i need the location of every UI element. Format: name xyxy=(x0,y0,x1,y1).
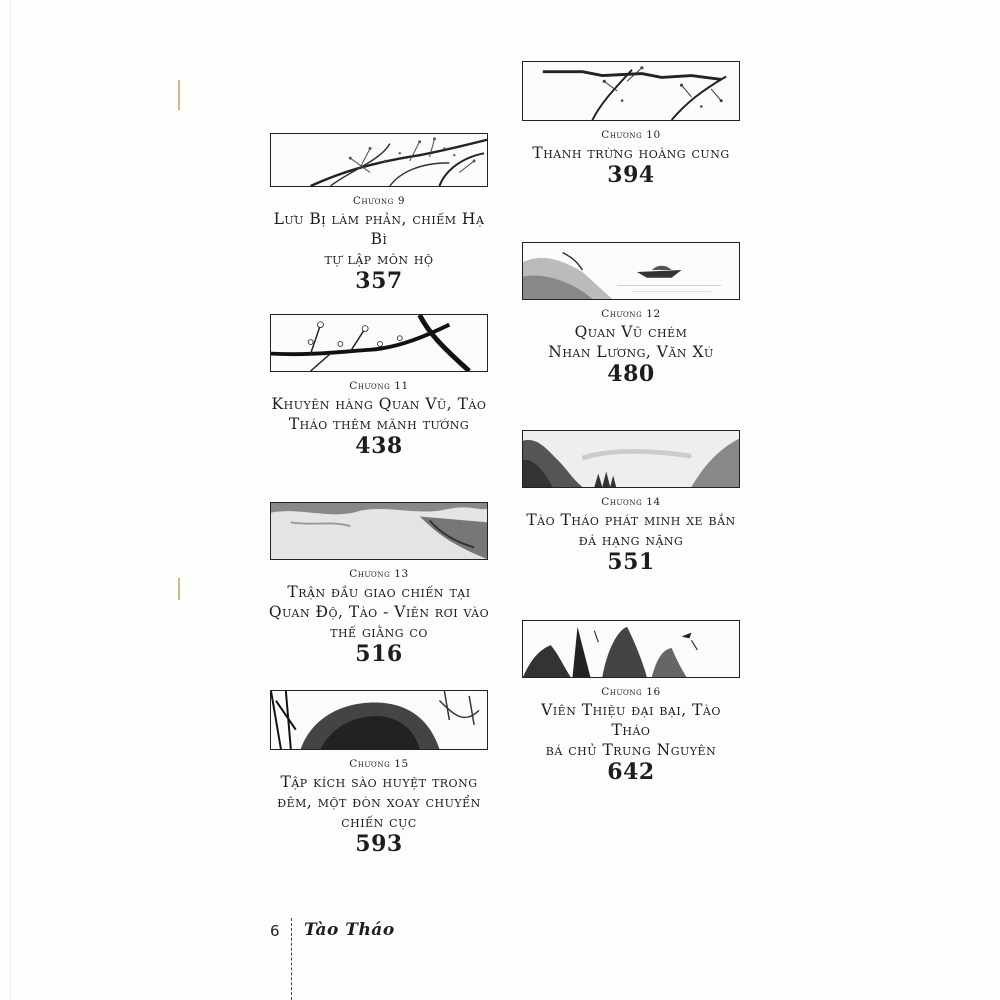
chapter-page-number: 551 xyxy=(607,549,655,575)
chapter-page-number: 642 xyxy=(607,759,655,785)
chapter-label: Chương 10 xyxy=(601,129,661,141)
chapter-label: Chương 15 xyxy=(349,758,409,770)
chapter-13-illustration xyxy=(270,502,488,560)
chapter-page-number: 516 xyxy=(355,641,403,667)
page-binding-edge xyxy=(10,0,11,1000)
chapter-entry-9[interactable] xyxy=(268,133,490,293)
chapter-label: Chương 12 xyxy=(601,308,661,320)
chapter-9-illustration xyxy=(270,133,488,187)
edge-mark xyxy=(178,578,180,600)
chapter-entry-10[interactable] xyxy=(520,61,742,187)
chapter-entry-14[interactable] xyxy=(520,430,742,574)
chapter-label: Chương 11 xyxy=(349,380,409,392)
chapter-title: Lưu Bị làm phản, chiếm Hạ Bì tự lập môn hộ xyxy=(273,210,485,268)
chapter-page-number: 593 xyxy=(355,831,403,857)
chapter-title: Tập kích sào huyệt trong đêm, một đòn xoay chuyển chiến cục xyxy=(277,773,481,831)
chapter-entry-13[interactable] xyxy=(268,502,490,666)
chapter-10-illustration xyxy=(522,61,740,121)
chapter-14-illustration xyxy=(522,430,740,488)
chapter-title: Quan Vũ chém Nhan Lương, Văn Xú xyxy=(548,323,714,361)
chapter-title: Thanh trừng hoàng cung xyxy=(532,144,730,162)
chapter-title: Tào Tháo phát minh xe bắn đá hạng nặng xyxy=(526,511,736,549)
chapter-16-illustration xyxy=(522,620,740,678)
chapter-entry-12[interactable] xyxy=(520,242,742,386)
chapter-12-illustration xyxy=(522,242,740,300)
footer-page-number: 6 xyxy=(270,922,280,940)
chapter-page-number: 480 xyxy=(607,361,655,387)
chapter-entry-15[interactable] xyxy=(268,690,490,856)
chapter-page-number: 394 xyxy=(607,162,655,188)
chapter-label: Chương 14 xyxy=(601,496,661,508)
edge-mark xyxy=(178,80,180,110)
chapter-11-illustration xyxy=(270,314,488,372)
chapter-entry-16[interactable] xyxy=(520,620,742,784)
chapter-title: Trận đầu giao chiến tại Quan Độ, Tào - Viên rơi vào thế giằng co xyxy=(268,583,490,641)
footer-divider xyxy=(291,918,292,1000)
chapter-label: Chương 13 xyxy=(349,568,409,580)
footer-book-title: Tào Tháo xyxy=(304,920,395,940)
chapter-title: Khuyên hàng Quan Vũ, Tào Tháo thêm mãnh tướng xyxy=(271,395,487,433)
chapter-label: Chương 16 xyxy=(601,686,661,698)
chapter-entry-11[interactable] xyxy=(268,314,490,458)
chapter-page-number: 357 xyxy=(355,268,403,294)
chapter-page-number: 438 xyxy=(355,433,403,459)
chapter-title: Viên Thiệu đại bại, Tào Tháo bá chủ Trung Nguyên xyxy=(541,701,721,759)
chapter-label: Chương 9 xyxy=(352,195,406,207)
chapter-15-illustration xyxy=(270,690,488,750)
